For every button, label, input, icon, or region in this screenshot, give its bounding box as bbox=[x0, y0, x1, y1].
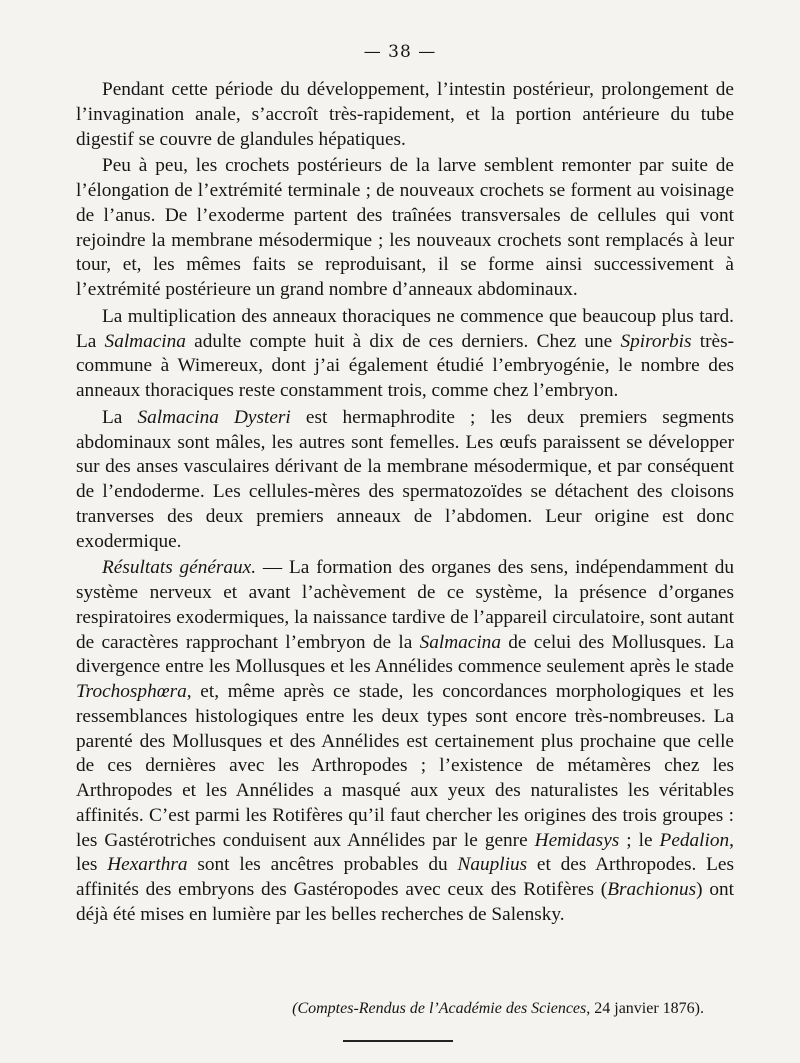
stage-trochosphaera: Trochosphœra bbox=[76, 681, 187, 702]
genus-hexarthra: Hexarthra bbox=[107, 854, 188, 876]
text-run: La bbox=[102, 406, 138, 428]
genus-brachionus: Brachionus bbox=[607, 879, 697, 900]
genus-pedalion: Pedalion bbox=[659, 829, 730, 851]
text-run: de celui des Mollusques. La divergence entre les Mollusques et les Annélides commence seulement après le stade bbox=[76, 631, 734, 678]
text-run: ) ont déjà été mises en lumière par les belles recherches de Salensky. bbox=[76, 879, 734, 925]
paragraph-3 bbox=[76, 305, 734, 404]
paragraph-1: Pendant cette période du développement, l’intestin postérieur, prolongement de l’invagination anale, s’accroît très-rapidement, et la portion antérieure du tube digestif se couvre de glandules hépatiques. bbox=[76, 79, 734, 150]
citation bbox=[76, 1000, 704, 1018]
text-run: , les bbox=[76, 829, 734, 876]
genus-salmacina: Salmacina bbox=[104, 330, 186, 352]
text-run: ; le bbox=[619, 829, 660, 851]
text-run: très-commune à Wimereux, dont j’ai également étudié l’embryogénie, le nombre des anneaux thoraciques reste constamment trois, comme chez l’embryon. bbox=[76, 330, 734, 401]
text-run: — La formation des organes des sens, indépendamment du système nerveux et avant l’achèvement de ce système, la présence d’organes respiratoires exodermiques, la naissance tardive de l’appareil circulatoire, sont autant de caractères rapprochant l’embryon de la bbox=[76, 557, 734, 653]
section-heading-resultats-generaux: Résultats généraux. bbox=[102, 557, 257, 579]
stage-nauplius: Nauplius bbox=[457, 854, 528, 876]
text-run: et des Arthropodes. Les affinités des embryons des Gastéropodes avec ceux des Rotifères ( bbox=[76, 854, 734, 900]
citation-source: Comptes-Rendus de l’Académie des Sciences bbox=[297, 1000, 587, 1017]
text-run: La multiplication des anneaux thoraciques ne commence que beaucoup plus tard. La bbox=[76, 305, 734, 352]
citation-open: ( bbox=[292, 1000, 298, 1017]
page-number: — 38 — bbox=[363, 42, 437, 62]
genus-hemidasys: Hemidasys bbox=[534, 829, 620, 851]
species-salmacina-dysteri: Salmacina Dysteri bbox=[137, 406, 291, 428]
genus-salmacina: Salmacina bbox=[419, 631, 501, 653]
body-text bbox=[76, 78, 734, 930]
paragraph-4 bbox=[76, 406, 734, 555]
text-run: , et, même après ce stade, les concordances morphologiques et les ressemblances histologiques entre les deux types sont encore très-nombreuses. La parenté des Mollusques et des Annélides est certainement plus prochaine que celle de ces dernières avec les Arthropodes ; l’existence de métamères chez les Arthropodes et les Annélides a masqué aux yeux des naturalistes les véritables affinités. C’est parmi les Rotifères qu’il faut chercher les origines des trois groupes : les Gastérotriches conduisent aux Annélides par le genre bbox=[76, 681, 734, 851]
genus-spirorbis: Spirorbis bbox=[620, 330, 692, 352]
citation-date: , 24 janvier 1876). bbox=[586, 1000, 704, 1017]
paragraph-2: Peu à peu, les crochets postérieurs de la larve semblent remonter par suite de l’élongation de l’extrémité terminale ; de nouveaux crochets se forment au voisinage de l’anus. De l’exoderme partent des traînées transversales de cellules qui vont rejoindre la membrane mésodermique ; les nouveaux crochets sont remplacés à leur tour, et, les mêmes faits se reproduisant, il se forme ainsi successivement à l’extrémité postérieure un grand nombre d’anneaux abdominaux. bbox=[76, 155, 734, 300]
text-run: sont les ancêtres probables du bbox=[187, 854, 458, 876]
text-run: est hermaphrodite ; les deux premiers segments abdominaux sont mâles, les autres sont femelles. Les œufs paraissent se développer sur des anses vasculaires dérivant de la membrane mésodermique, et par conséquent de l’endoderme. Les cellules-mères des spermatozoïdes se détachent des cloisons tranverses des deux premiers anneaux de l’abdomen. Leur origine est donc exodermique. bbox=[76, 406, 735, 552]
closing-rule bbox=[343, 1040, 453, 1042]
text-run: adulte compte huit à dix de ces derniers. Chez une bbox=[185, 330, 621, 352]
paragraph-5 bbox=[76, 556, 734, 927]
